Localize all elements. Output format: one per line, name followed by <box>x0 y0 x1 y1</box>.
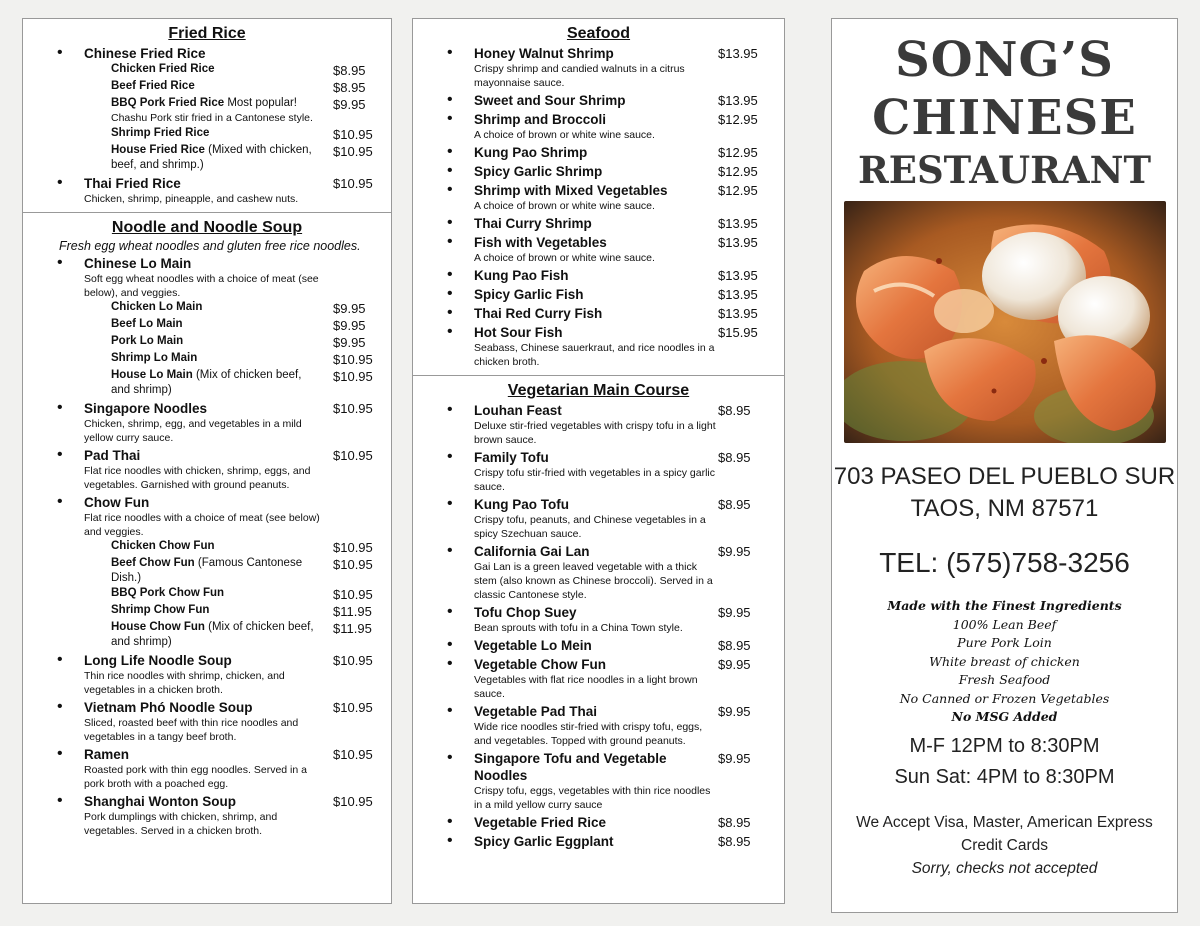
sub-item-name: Chicken Fried Rice <box>111 63 215 75</box>
menu-item-row <box>474 604 774 621</box>
menu-item-name: • Shrimp and Broccoli <box>474 112 607 127</box>
menu-item <box>413 305 784 322</box>
sub-item-text <box>111 143 333 173</box>
menu-item-row <box>84 45 381 62</box>
section-title: Noodle and Noodle Soup <box>111 219 303 236</box>
menu-item-name: • Singapore Noodles <box>84 401 208 416</box>
menu-item-price: $13.95 <box>718 93 758 108</box>
menu-item-price: $9.95 <box>718 751 751 766</box>
menu-item-price: $12.95 <box>718 183 758 198</box>
menu-item-name: • Kung Pao Shrimp <box>474 145 588 160</box>
sub-item-name: Pork Lo Main <box>111 335 184 347</box>
sub-item <box>111 79 381 96</box>
menu-item-price: $10.95 <box>333 700 373 715</box>
menu-item-row <box>84 793 381 810</box>
menu-item-description: Seabass, Chinese sauerkraut, and rice noodles in a chicken broth. <box>474 342 715 368</box>
menu-item <box>413 833 784 850</box>
menu-item-description: Soft egg wheat noodles with a choice of meat (see below), and veggies. <box>84 273 319 299</box>
sub-item <box>111 351 381 368</box>
menu-item-description: Pork dumplings with chicken, shrimp, and vegetables. Served in a chicken broth. <box>84 811 278 837</box>
menu-item-row <box>474 833 774 850</box>
menu-panel-left <box>22 18 392 904</box>
menu-item-row <box>474 267 774 284</box>
menu-item-name: • Chinese Lo Main <box>84 256 192 271</box>
sub-item <box>111 603 381 620</box>
menu-item-price: $12.95 <box>718 164 758 179</box>
sub-item-note: (Mix of chicken beef, and shrimp) <box>111 369 302 396</box>
sub-item <box>111 620 381 650</box>
menu-item-name: • Sweet and Sour Shrimp <box>474 93 626 108</box>
menu-item <box>413 750 784 812</box>
sub-item-note: (Mix of chicken beef, and shrimp) <box>111 621 314 648</box>
sub-item-text <box>111 300 333 317</box>
menu-item-row <box>474 703 774 720</box>
menu-item-row <box>474 496 774 513</box>
sub-item-text <box>111 351 333 368</box>
menu-item-name: • Ramen <box>84 747 130 762</box>
menu-item-description: A choice of brown or white wine sauce. <box>474 252 655 264</box>
menu-item-description: Wide rice noodles stir-fried with crispy tofu, eggs, and vegetables. Topped with ground peanuts. <box>474 721 703 747</box>
menu-item-name: • Chow Fun <box>84 495 150 510</box>
divider <box>413 375 784 376</box>
address-line2: TAOS, NM 87571 <box>910 495 1099 522</box>
menu-item-name: • Pad Thai <box>84 448 141 463</box>
menu-item-price <box>333 255 381 272</box>
menu-item <box>23 652 391 697</box>
sub-item-text <box>111 79 333 96</box>
ingredient-line: Fresh Seafood <box>958 672 1051 687</box>
menu-item-row <box>474 182 774 199</box>
sub-item-name: House Lo Main <box>111 369 193 381</box>
sub-item-text <box>111 126 333 143</box>
ingredient-line: 100% Lean Beef <box>952 616 1057 632</box>
menu-item-price: $8.95 <box>718 497 751 512</box>
menu-item-row <box>474 215 774 232</box>
menu-item-description: Flat rice noodles with a choice of meat (see below) and veggies. <box>84 512 320 538</box>
section-noodle <box>23 219 391 838</box>
menu-item <box>23 45 391 173</box>
menu-item-description: Bean sprouts with tofu in a China Town style. <box>474 622 683 634</box>
menu-item <box>413 402 784 447</box>
menu-item-price: $8.95 <box>718 815 751 830</box>
menu-item-name: • Louhan Feast <box>474 403 562 418</box>
sub-item-price: $10.95 <box>333 587 373 602</box>
menu-item-name: • Thai Curry Shrimp <box>474 216 592 231</box>
sub-item-text <box>111 62 333 79</box>
menu-item-name: • Spicy Garlic Shrimp <box>474 164 603 179</box>
menu-item-price: $15.95 <box>718 325 758 340</box>
menu-item-price: $13.95 <box>718 306 758 321</box>
noodle-list <box>23 255 391 838</box>
menu-item-description: Chicken, shrimp, egg, and vegetables in a mild yellow curry sauce. <box>84 418 302 444</box>
menu-item-name: • Kung Pao Tofu <box>474 497 569 512</box>
ingredient-line: No Canned or Frozen Vegetables <box>899 690 1110 706</box>
menu-item-price: $9.95 <box>718 544 751 559</box>
menu-item-row <box>84 746 381 763</box>
food-photo <box>844 201 1166 443</box>
vegetarian-list <box>413 402 784 850</box>
sub-item-text <box>111 317 333 334</box>
menu-item-name: • Tofu Chop Suey <box>474 605 577 620</box>
menu-item-price: $10.95 <box>333 176 373 191</box>
sub-item-note: (Famous Cantonese Dish.) <box>111 557 303 584</box>
menu-item-name: • Vegetable Pad Thai <box>474 704 598 719</box>
menu-item-price: $8.95 <box>718 638 751 653</box>
menu-item-price: $8.95 <box>718 403 751 418</box>
menu-item-row <box>474 234 774 251</box>
menu-item <box>23 175 391 206</box>
menu-item-row <box>474 637 774 654</box>
address-line1: 703 PASEO DEL PUEBLO SUR <box>833 463 1176 490</box>
menu-item-name: • Spicy Garlic Fish <box>474 287 584 302</box>
menu-item-name: • Shanghai Wonton Soup <box>84 794 236 809</box>
seafood-list <box>413 45 784 369</box>
menu-item-price: $12.95 <box>718 112 758 127</box>
sub-item-name: BBQ Pork Chow Fun <box>111 587 225 599</box>
sub-item-price: $10.95 <box>333 127 373 142</box>
menu-item-name: • Singapore Tofu and Vegetable Noodles <box>474 751 667 783</box>
menu-item-name: • Honey Walnut Shrimp <box>474 46 614 61</box>
menu-item-row <box>474 543 774 560</box>
sub-item <box>111 126 381 143</box>
menu-item <box>413 703 784 748</box>
menu-item-name: • Fish with Vegetables <box>474 235 607 250</box>
sub-item-list <box>84 62 381 173</box>
section-title: Vegetarian Main Course <box>507 382 690 399</box>
menu-item-description: Deluxe stir-fried vegetables with crispy tofu in a light brown sauce. <box>474 420 716 446</box>
menu-item <box>23 699 391 744</box>
menu-item-row <box>474 402 774 419</box>
sub-item-price: $10.95 <box>333 144 373 159</box>
sub-item-text <box>111 556 333 586</box>
sub-item-name: Shrimp Fried Rice <box>111 127 210 139</box>
restaurant-title-line3: RESTAURANT <box>858 148 1151 192</box>
menu-item <box>413 182 784 213</box>
menu-item <box>413 324 784 369</box>
menu-item-description: Roasted pork with thin egg noodles. Served in a pork broth with a poached egg. <box>84 764 307 790</box>
ingredient-line: White breast of chicken <box>929 653 1080 669</box>
sub-item <box>111 143 381 173</box>
sub-item <box>111 539 381 556</box>
menu-item-row <box>474 92 774 109</box>
menu-item-name: • Shrimp with Mixed Vegetables <box>474 183 668 198</box>
menu-item-row <box>84 494 381 511</box>
sub-item <box>111 96 381 126</box>
sub-item-price: $8.95 <box>333 80 366 95</box>
menu-item-row <box>474 656 774 673</box>
menu-item-description: Sliced, roasted beef with thin rice noodles and vegetables in a tangy beef broth. <box>84 717 299 743</box>
menu-item <box>23 494 391 650</box>
sub-item-name: Beef Fried Rice <box>111 80 195 92</box>
ingredients-heading: Made with the Finest Ingredients <box>887 598 1122 613</box>
sub-item-text <box>111 96 333 126</box>
sub-item-text <box>111 334 333 351</box>
menu-item-row <box>474 305 774 322</box>
no-msg-note: No MSG Added <box>951 709 1058 724</box>
sub-item-price: $9.95 <box>333 301 366 316</box>
menu-item-price: $13.95 <box>718 235 758 250</box>
sub-item <box>111 368 381 398</box>
menu-item <box>413 656 784 701</box>
menu-item-description: Crispy tofu stir-fried with vegetables in a spicy garlic sauce. <box>474 467 716 493</box>
sub-item-price: $8.95 <box>333 63 366 78</box>
menu-item-price: $8.95 <box>718 450 751 465</box>
menu-item-name: • Vegetable Fried Rice <box>474 815 607 830</box>
menu-item-row <box>474 111 774 128</box>
menu-item-price: $9.95 <box>718 605 751 620</box>
menu-item-row <box>474 163 774 180</box>
menu-item-row <box>474 45 774 62</box>
sub-item-name: Chicken Chow Fun <box>111 540 215 552</box>
menu-item-description: A choice of brown or white wine sauce. <box>474 129 655 141</box>
menu-item <box>413 92 784 109</box>
section-title: Fried Rice <box>168 25 246 42</box>
menu-item <box>413 234 784 265</box>
menu-item-description: Chicken, shrimp, pineapple, and cashew nuts. <box>84 193 299 205</box>
menu-item-price: $9.95 <box>718 704 751 719</box>
menu-item-price: $13.95 <box>718 216 758 231</box>
menu-item <box>23 400 391 445</box>
sub-item <box>111 556 381 586</box>
menu-item <box>413 45 784 90</box>
menu-item-name: • Kung Pao Fish <box>474 268 569 283</box>
sub-item-price: $9.95 <box>333 318 366 333</box>
sub-item-name: BBQ Pork Fried Rice <box>111 97 225 109</box>
shrimp-scallop-dish-image <box>844 201 1166 443</box>
ingredients-list <box>832 616 1177 709</box>
sub-item-name: House Fried Rice <box>111 144 205 156</box>
sub-item-price: $10.95 <box>333 557 373 572</box>
payment-line2: Credit Cards <box>961 836 1048 854</box>
menu-item-name: • Hot Sour Fish <box>474 325 563 340</box>
menu-item-price <box>333 494 381 511</box>
menu-item-row <box>474 814 774 831</box>
sub-item-text <box>111 368 333 398</box>
hours-weekend: Sun Sat: 4PM to 8:30PM <box>894 765 1115 788</box>
sub-item-list <box>84 539 381 650</box>
menu-item <box>413 496 784 541</box>
sub-item-price: $9.95 <box>333 97 366 112</box>
payment-note: Sorry, checks not accepted <box>911 859 1098 877</box>
menu-item-name: • Family Tofu <box>474 450 549 465</box>
info-panel <box>831 18 1178 913</box>
sub-item-name: Shrimp Lo Main <box>111 352 198 364</box>
sub-item-note: Most popular! <box>224 97 297 109</box>
payment-line1: We Accept Visa, Master, American Express <box>856 813 1153 831</box>
menu-item-name: • Vegetable Chow Fun <box>474 657 607 672</box>
section-fried-rice <box>23 25 391 206</box>
menu-item-row <box>474 144 774 161</box>
menu-item-name: • Thai Red Curry Fish <box>474 306 603 321</box>
menu-item <box>413 814 784 831</box>
menu-item-name: • Vietnam Phó Noodle Soup <box>84 700 253 715</box>
sub-item-text <box>111 586 333 603</box>
sub-item-text <box>111 539 333 556</box>
menu-item-description: Vegetables with flat rice noodles in a light brown sauce. <box>474 674 698 700</box>
restaurant-title-line2: CHINESE <box>872 90 1137 146</box>
menu-item <box>413 144 784 161</box>
menu-item <box>413 267 784 284</box>
menu-item-row <box>84 652 381 669</box>
menu-item-row <box>474 324 774 341</box>
sub-item-price: $11.95 <box>333 604 372 619</box>
sub-item <box>111 62 381 79</box>
menu-item-description: Gai Lan is a green leaved vegetable with a thick stem (also known as Chinese broccoli). Served in a classic Cantonese style. <box>474 561 713 601</box>
menu-item <box>413 111 784 142</box>
sub-item-price: $10.95 <box>333 540 373 555</box>
menu-item <box>23 255 391 398</box>
sub-item <box>111 334 381 351</box>
sub-item-name: House Chow Fun <box>111 621 205 633</box>
menu-item-description: A choice of brown or white wine sauce. <box>474 200 655 212</box>
menu-item-description: Crispy tofu, eggs, vegetables with thin rice noodles in a mild yellow curry sauce <box>474 785 711 811</box>
sub-item-price: $10.95 <box>333 369 373 384</box>
menu-item-price: $8.95 <box>718 834 751 849</box>
section-seafood <box>413 25 784 369</box>
menu-item-row <box>474 750 774 784</box>
menu-item-description: Crispy shrimp and candied walnuts in a citrus mayonnaise sauce. <box>474 63 685 89</box>
menu-item <box>23 746 391 791</box>
hours-weekday: M-F 12PM to 8:30PM <box>909 734 1100 757</box>
sub-item <box>111 317 381 334</box>
menu-item-price: $10.95 <box>333 747 373 762</box>
menu-item-price: $10.95 <box>333 653 373 668</box>
menu-item-row <box>474 449 774 466</box>
sub-item-name: Beef Chow Fun <box>111 557 195 569</box>
menu-item-description: Crispy tofu, peanuts, and Chinese vegetables in a spicy Szechuan sauce. <box>474 514 706 540</box>
sub-item-price: $11.95 <box>333 621 372 636</box>
section-vegetarian <box>413 382 784 850</box>
menu-item-price: $10.95 <box>333 401 373 416</box>
ingredient-line: Pure Pork Loin <box>957 635 1052 650</box>
phone-number: TEL: (575)758-3256 <box>879 547 1130 578</box>
menu-item-description: Flat rice noodles with chicken, shrimp, eggs, and vegetables. Garnished with ground peanuts. <box>84 465 311 491</box>
menu-panel-middle <box>412 18 785 904</box>
menu-item-row <box>84 255 381 272</box>
sub-item-name: Beef Lo Main <box>111 318 183 330</box>
menu-item-price: $9.95 <box>718 657 751 672</box>
sub-item-price: $10.95 <box>333 352 373 367</box>
menu-item <box>413 604 784 635</box>
menu-item <box>413 163 784 180</box>
menu-item <box>413 286 784 303</box>
menu-item-description: Thin rice noodles with shrimp, chicken, and vegetables in a chicken broth. <box>84 670 285 696</box>
menu-item <box>413 215 784 232</box>
menu-item-price: $12.95 <box>718 145 758 160</box>
menu-item-row <box>84 175 381 192</box>
menu-item-price: $13.95 <box>718 46 758 61</box>
menu-item <box>23 793 391 838</box>
menu-item-price: $13.95 <box>718 287 758 302</box>
menu-item-price <box>333 45 381 62</box>
menu-item <box>413 449 784 494</box>
divider <box>23 212 391 213</box>
sub-item-price: $9.95 <box>333 335 366 350</box>
menu-item-price: $10.95 <box>333 794 373 809</box>
fried-rice-list <box>23 45 391 206</box>
sub-item-list <box>84 300 381 398</box>
menu-item-name: • Chinese Fried Rice <box>84 46 206 61</box>
sub-item-note: (Mixed with chicken, beef, and shrimp.) <box>111 144 312 171</box>
sub-item <box>111 586 381 603</box>
menu-item-row <box>474 286 774 303</box>
sub-item <box>111 300 381 317</box>
sub-item-text <box>111 603 333 620</box>
menu-item-row <box>84 447 381 464</box>
sub-item-name: Chicken Lo Main <box>111 301 203 313</box>
sub-item-text <box>111 620 333 650</box>
menu-item-name: • Long Life Noodle Soup <box>84 653 232 668</box>
sub-item-name: Shrimp Chow Fun <box>111 604 210 616</box>
menu-item-name: • Vegetable Lo Mein <box>474 638 592 653</box>
menu-item-price: $13.95 <box>718 268 758 283</box>
menu-item-row <box>84 400 381 417</box>
menu-item-name: • Thai Fried Rice <box>84 176 181 191</box>
menu-item <box>413 637 784 654</box>
menu-item-row <box>84 699 381 716</box>
menu-item-price: $10.95 <box>333 448 373 463</box>
sub-item-description: Chashu Pork stir fried in a Cantonese style. <box>111 112 313 124</box>
section-subtitle: Fresh egg wheat noodles and gluten free rice noodles. <box>59 239 361 253</box>
menu-item <box>23 447 391 492</box>
section-title: Seafood <box>566 25 631 42</box>
menu-item-name: • California Gai Lan <box>474 544 590 559</box>
restaurant-title-line1: SONG’S <box>895 32 1114 88</box>
menu-item <box>413 543 784 602</box>
menu-item-name: • Spicy Garlic Eggplant <box>474 834 614 849</box>
